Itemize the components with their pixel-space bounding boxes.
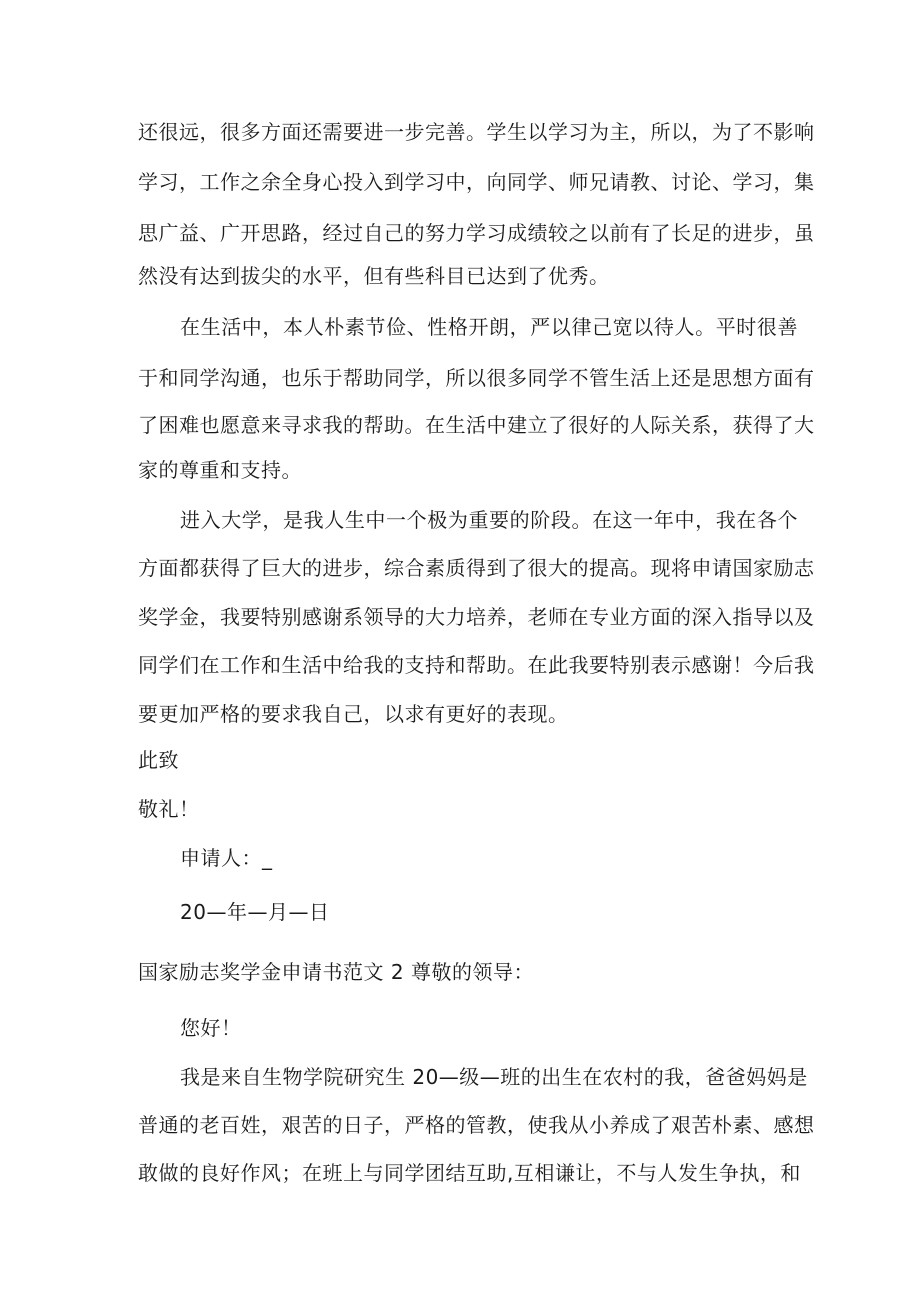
greeting-line: 您好！ xyxy=(180,1016,242,1040)
applicant-line: 申请人：_ xyxy=(180,846,273,870)
paragraph-4-line-3: 敢做的良好作风；在班上与同学团结互助,互相谦让，不与人发生争执，和 xyxy=(138,1161,801,1185)
paragraph-3-line-3: 奖学金，我要特别感谢系领导的大力培养，老师在专业方面的深入指导以及 xyxy=(138,605,815,629)
paragraph-1-line-1: 还很远，很多方面还需要进一步完善。学生以学习为主，所以，为了不影响 xyxy=(138,120,815,144)
paragraph-3-line-5: 要更加严格的要求我自己，以求有更好的表现。 xyxy=(138,702,569,726)
paragraph-1-line-3: 思广益、广开思路，经过自己的努力学习成绩较之以前有了长足的进步，虽 xyxy=(138,221,815,245)
paragraph-4-line-1: 我是来自生物学院研究生 20—级—班的出生在农村的我，爸爸妈妈是 xyxy=(180,1065,808,1089)
paragraph-3-line-1: 进入大学，是我人生中一个极为重要的阶段。在这一年中，我在各个 xyxy=(180,508,798,532)
closing-jingli: 敬礼！ xyxy=(138,797,200,821)
paragraph-3-line-4: 同学们在工作和生活中给我的支持和帮助。在此我要特别表示感谢！今后我 xyxy=(138,653,815,677)
paragraph-2-line-1: 在生活中，本人朴素节俭、性格开朗，严以律己宽以待人。平时很善 xyxy=(180,315,798,339)
paragraph-2-line-4: 家的尊重和支持。 xyxy=(138,458,302,482)
paragraph-1-line-2: 学习，工作之余全身心投入到学习中，向同学、师兄请教、讨论、学习，集 xyxy=(138,170,815,194)
paragraph-4-line-2: 普通的老百姓，艰苦的日子，严格的管教，使我从小养成了艰苦朴素、感想 xyxy=(138,1113,815,1137)
second-letter-heading: 国家励志奖学金申请书范文 2 尊敬的领导： xyxy=(138,960,534,984)
paragraph-3-line-2: 方面都获得了巨大的进步，综合素质得到了很大的提高。现将申请国家励志 xyxy=(138,556,815,580)
closing-cizhi: 此致 xyxy=(138,748,179,772)
date-line: 20—年—月—日 xyxy=(180,900,330,924)
paragraph-2-line-2: 于和同学沟通，也乐于帮助同学，所以很多同学不管生活上还是思想方面有 xyxy=(138,366,815,390)
paragraph-2-line-3: 了困难也愿意来寻求我的帮助。在生活中建立了很好的人际关系，获得了大 xyxy=(138,413,815,437)
paragraph-1-line-4: 然没有达到拔尖的水平，但有些科目已达到了优秀。 xyxy=(138,264,610,288)
